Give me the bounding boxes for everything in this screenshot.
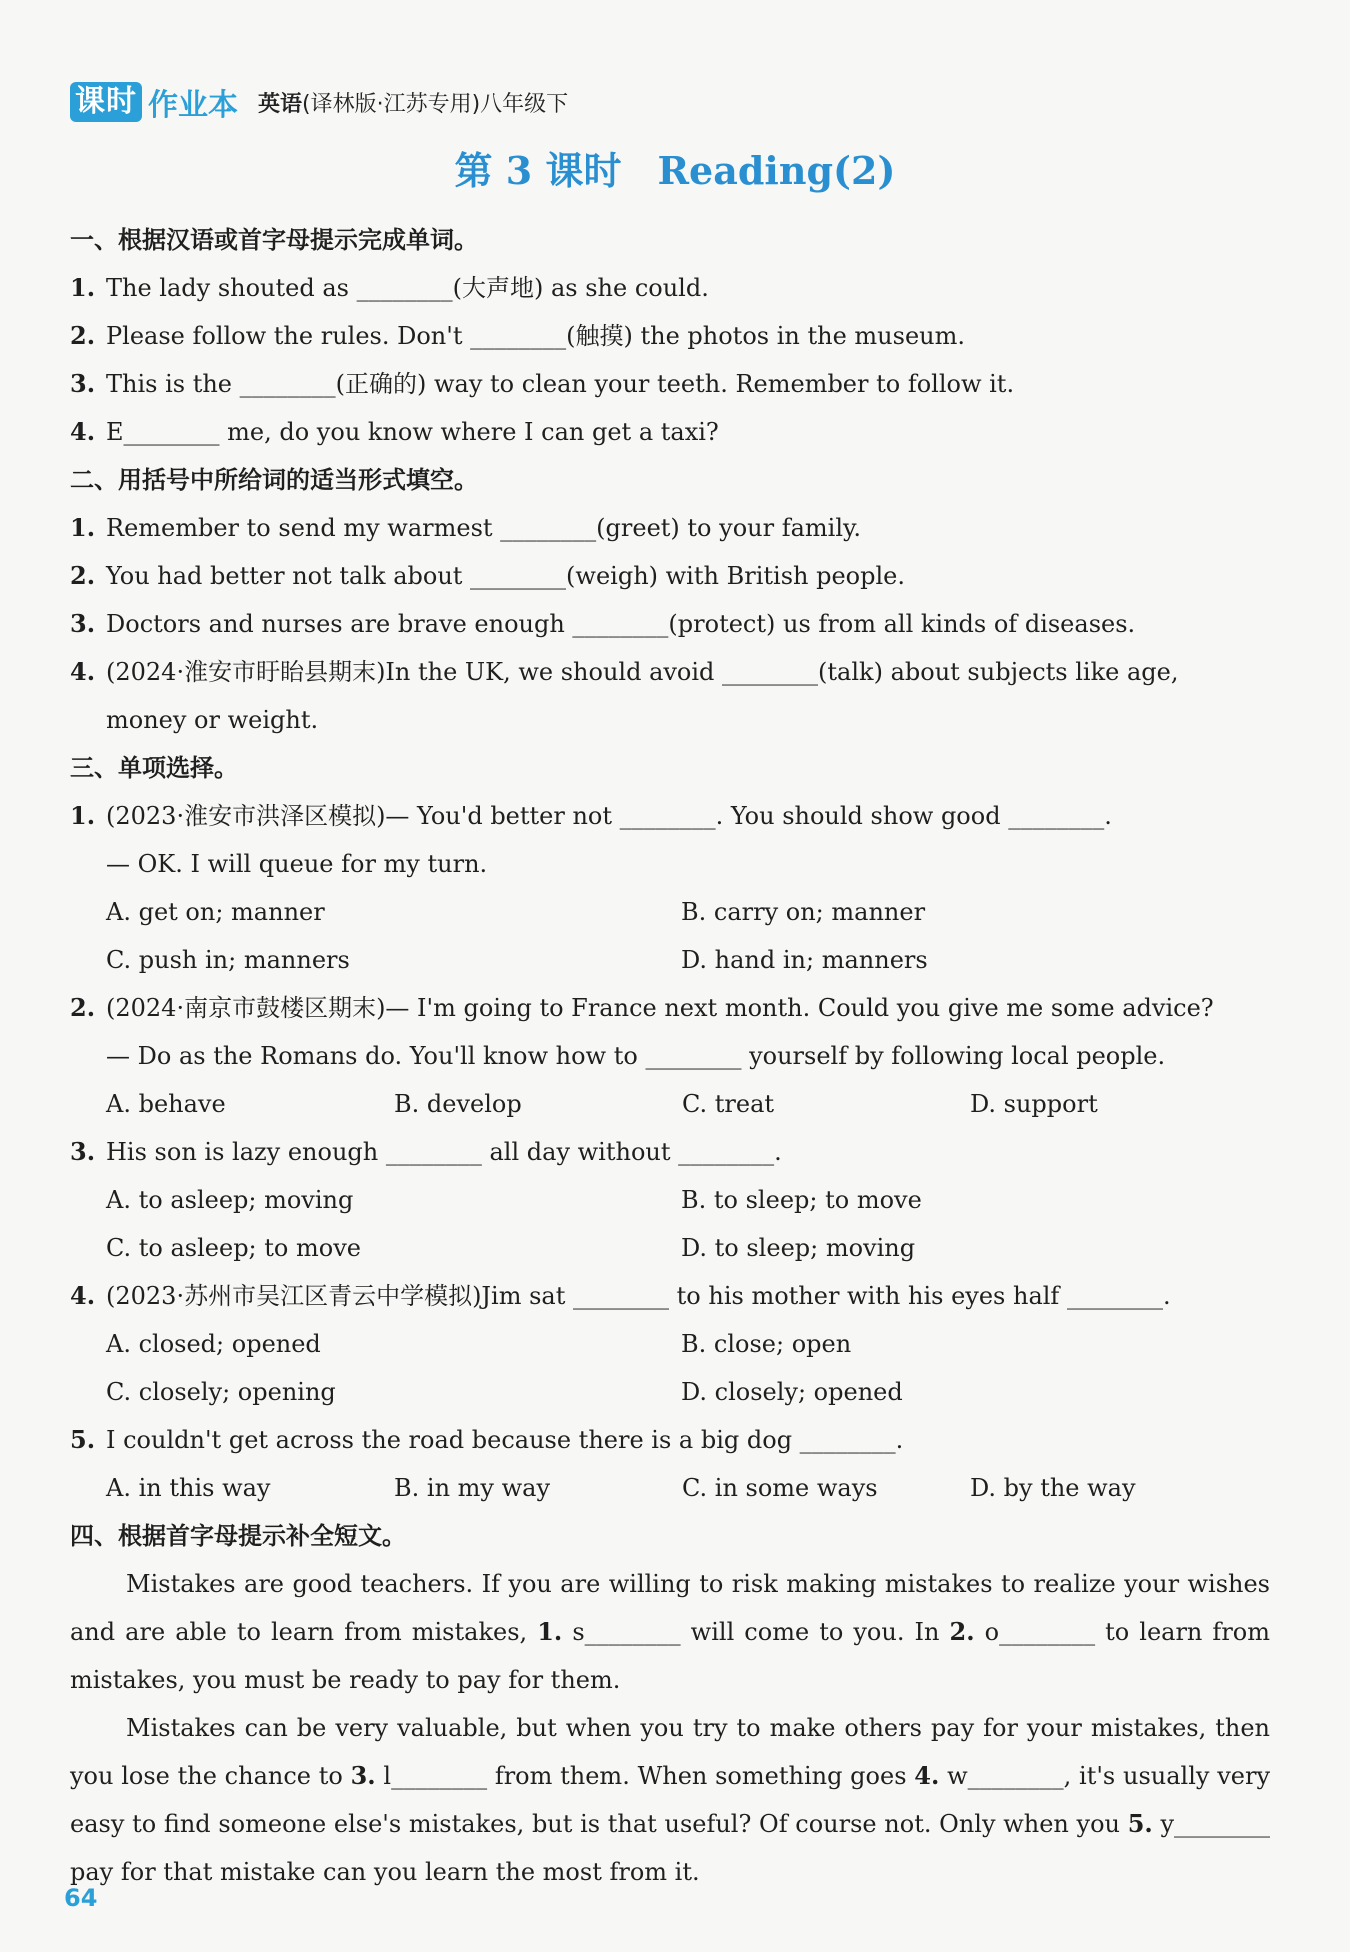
option-c: C. push in; manners <box>106 946 350 974</box>
item-text: Remember to send my warmest ________(greet) to your family. <box>106 514 862 542</box>
blank-number: 5. <box>1127 1809 1153 1838</box>
question-text: (2023·苏州市吴江区青云中学模拟)Jim sat ________ to his mother with his eyes half ________. <box>106 1282 1171 1310</box>
item-text: You had better not talk about ________(weigh) with British people. <box>106 562 905 590</box>
passage-text: w________, it's usually very easy to find someone else's mistakes, but is that useful? Of course not. Only when you <box>70 1762 1270 1838</box>
s3-question-2-reply: — Do as the Romans do. You'll know how to ________ yourself by following local people. <box>106 1042 1166 1070</box>
s2-item-3 <box>70 600 1270 648</box>
passage-text: Mistakes can be very valuable, but when you try to make others pay for your mistakes, then you lose the chance to <box>70 1714 1270 1790</box>
passage-paragraph-2 <box>70 1704 1270 1896</box>
blank-number: 3. <box>350 1761 376 1790</box>
exercise-content <box>70 216 1270 1896</box>
s3-q3-options-row-1 <box>70 1176 1270 1224</box>
s1-item-2 <box>70 312 1270 360</box>
blank-number: 2. <box>949 1617 975 1646</box>
lesson-name: Reading(2) <box>657 148 896 193</box>
passage-text: Mistakes are good teachers. If you are willing to risk making mistakes to realize your wishes and are able to learn from mistakes, <box>70 1570 1270 1646</box>
option-b: B. close; open <box>681 1330 852 1358</box>
option-c: C. treat <box>682 1090 775 1118</box>
option-b: B. develop <box>394 1090 522 1118</box>
s3-q4-options-row-1 <box>70 1320 1270 1368</box>
question-number: 1. <box>70 801 96 830</box>
item-number: 3. <box>70 369 96 398</box>
question-number: 4. <box>70 1281 96 1310</box>
blank-number: 4. <box>914 1761 940 1790</box>
question-number: 3. <box>70 1137 96 1166</box>
passage-text: y________ pay for that mistake can you learn the most from it. <box>70 1810 1271 1886</box>
option-d: D. hand in; manners <box>681 946 928 974</box>
section-3-heading: 三、单项选择。 <box>70 754 238 782</box>
question-number: 5. <box>70 1425 96 1454</box>
option-b: B. in my way <box>394 1474 551 1502</box>
s2-item-4 <box>70 648 1270 696</box>
subject-edition: (译林版·江苏专用)八年级下 <box>302 91 569 117</box>
s3-question-1-reply: — OK. I will queue for my turn. <box>106 850 488 878</box>
option-d: D. closely; opened <box>681 1378 903 1406</box>
s2-item-2 <box>70 552 1270 600</box>
passage-paragraph-1 <box>70 1560 1270 1704</box>
s1-item-3 <box>70 360 1270 408</box>
s3-q1-options-row-2 <box>70 936 1270 984</box>
s3-q1-options-row-1 <box>70 888 1270 936</box>
option-c: C. to asleep; to move <box>106 1234 361 1262</box>
s3-q2-options <box>70 1080 1270 1128</box>
book-header <box>70 80 568 124</box>
option-a: A. to asleep; moving <box>106 1186 354 1214</box>
question-text: I couldn't get across the road because there is a big dog ________. <box>106 1426 904 1454</box>
passage-text: o________ to learn from mistakes, you must be ready to pay for them. <box>70 1618 1270 1694</box>
option-d: D. to sleep; moving <box>681 1234 916 1262</box>
option-c: C. closely; opening <box>106 1378 336 1406</box>
s1-item-1 <box>70 264 1270 312</box>
passage-text: s________ will come to you. In <box>562 1618 950 1646</box>
s2-item-1 <box>70 504 1270 552</box>
item-number: 2. <box>70 321 96 350</box>
option-a: A. in this way <box>106 1474 271 1502</box>
option-b: B. to sleep; to move <box>681 1186 922 1214</box>
item-number: 1. <box>70 513 96 542</box>
logo-badge: 课时 <box>70 82 142 122</box>
question-text: His son is lazy enough ________ all day without ________. <box>106 1138 782 1166</box>
s1-item-4 <box>70 408 1270 456</box>
s3-question-1 <box>70 792 1270 840</box>
item-number: 2. <box>70 561 96 590</box>
s3-question-4 <box>70 1272 1270 1320</box>
subject-line <box>258 87 568 118</box>
s3-question-2 <box>70 984 1270 1032</box>
lesson-title <box>0 140 1350 195</box>
s3-question-3 <box>70 1128 1270 1176</box>
item-number: 4. <box>70 657 96 686</box>
option-d: D. support <box>970 1090 1098 1118</box>
item-text: Please follow the rules. Don't ________(触摸) the photos in the museum. <box>106 322 965 350</box>
item-number: 3. <box>70 609 96 638</box>
option-a: A. get on; manner <box>106 898 325 926</box>
s3-question-5 <box>70 1416 1270 1464</box>
s3-q3-options-row-2 <box>70 1224 1270 1272</box>
s3-q4-options-row-2 <box>70 1368 1270 1416</box>
item-text: (2024·淮安市盱眙县期末)In the UK, we should avoid ________(talk) about subjects like age, <box>106 658 1179 686</box>
section-2-heading: 二、用括号中所给词的适当形式填空。 <box>70 466 478 494</box>
question-text: (2024·南京市鼓楼区期末)— I'm going to France next month. Could you give me some advice? <box>106 994 1214 1022</box>
option-b: B. carry on; manner <box>681 898 926 926</box>
page-number: 64 <box>64 1884 98 1912</box>
item-number: 1. <box>70 273 96 302</box>
item-text: The lady shouted as ________(大声地) as she could. <box>106 274 709 302</box>
blank-number: 1. <box>537 1617 563 1646</box>
option-c: C. in some ways <box>682 1474 878 1502</box>
question-text: (2023·淮安市洪泽区模拟)— You'd better not ________. You should show good ________. <box>106 802 1112 830</box>
option-a: A. closed; opened <box>106 1330 321 1358</box>
passage-text: l________ from them. When something goes <box>375 1762 915 1790</box>
section-4-heading: 四、根据首字母提示补全短文。 <box>70 1522 406 1550</box>
section-1-heading: 一、根据汉语或首字母提示完成单词。 <box>70 226 478 254</box>
item-text: Doctors and nurses are brave enough ________(protect) us from all kinds of diseases. <box>106 610 1136 638</box>
item-text: This is the ________(正确的) way to clean your teeth. Remember to follow it. <box>106 370 1015 398</box>
subject-name: 英语 <box>258 91 303 117</box>
option-d: D. by the way <box>970 1474 1136 1502</box>
item-number: 4. <box>70 417 96 446</box>
question-number: 2. <box>70 993 96 1022</box>
book-logo <box>70 80 238 124</box>
lesson-number: 第 3 课时 <box>454 148 622 193</box>
item-text: E________ me, do you know where I can get a taxi? <box>106 418 719 446</box>
option-a: A. behave <box>106 1090 226 1118</box>
s3-q5-options <box>70 1464 1270 1512</box>
logo-text: 作业本 <box>148 88 238 123</box>
s2-item-4-continued: money or weight. <box>106 706 319 734</box>
